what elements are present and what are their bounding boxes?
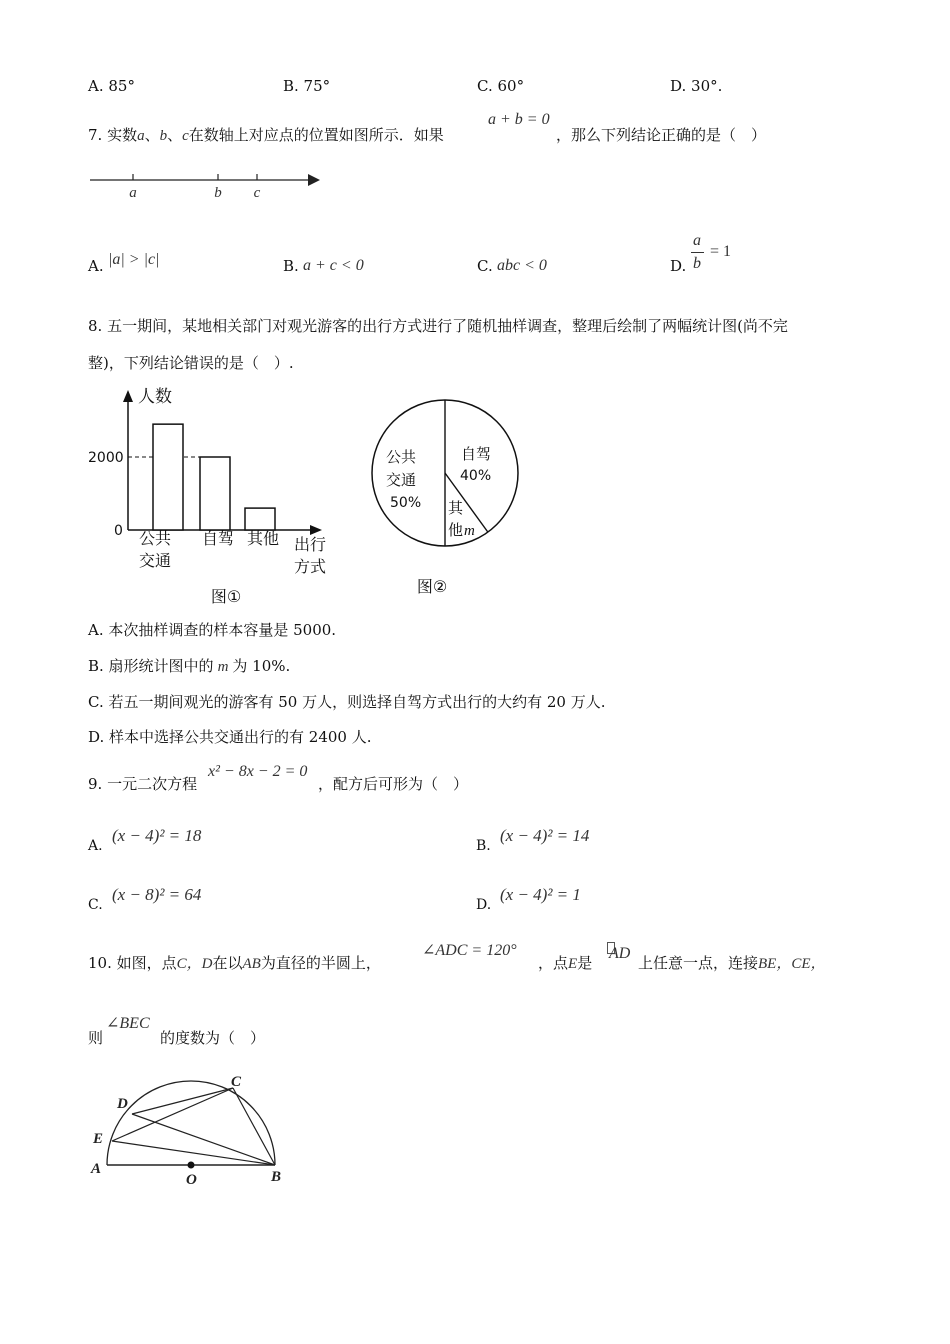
q8-option-b-post: 为 10%. [232, 657, 291, 675]
pie-chart-figure-2 [368, 394, 528, 604]
bar-1 [200, 457, 230, 530]
q10-angle-adc: ∠ADC = 120° [422, 942, 517, 959]
q7-var-a: a [137, 128, 145, 144]
q7-option-a-math: |a| > |c| [108, 251, 160, 268]
y-axis-arrow-icon [123, 390, 133, 402]
q10-stem-4: ，点 [538, 954, 569, 972]
slice-label-public-1: 公共 [386, 448, 417, 466]
point-label-c: c [253, 185, 261, 201]
q9-option-b-label: B. [476, 838, 491, 854]
q7-stem-suffix: ，那么下列结论正确的是（ ） [556, 126, 767, 144]
q9-option-a-math: (x − 4)² = 18 [112, 826, 202, 845]
slice-value-self-drive: 40% [460, 468, 492, 484]
category-label-public-1: 公共 [138, 529, 172, 548]
q10-stem-2: 在以 [212, 954, 243, 972]
q7-stem-prefix: 7. 实数 [88, 126, 138, 144]
pie-chart-caption: 图② [416, 577, 448, 596]
q7-sep2: 、 [167, 126, 183, 144]
bar-2 [245, 508, 275, 530]
q10-stem-part1 [88, 953, 381, 974]
semicircle-figure [85, 1068, 305, 1188]
q7-sep1: 、 [144, 126, 160, 144]
number-line-arrow-icon [308, 174, 320, 186]
q8-option-a: A. 本次抽样调查的样本容量是 5000. [88, 621, 337, 639]
q9-option-c-label: C. [88, 897, 103, 913]
q10-stem-1: 10. 如图，点 [88, 954, 177, 972]
q10-stem-5: 是 [577, 954, 593, 972]
q7-option-c-math: abc < 0 [497, 257, 547, 274]
q9-option-d-math: (x − 4)² = 1 [500, 885, 581, 904]
q8-stem-line1: 8. 五一期间，某地相关部门对观光游客的出行方式进行了随机抽样调查，整理后绘制了两幅统计图(尚不完 [88, 317, 788, 335]
q10-diameter-ab: AB [242, 956, 261, 972]
q9-stem-suffix: ，配方后可形为（ ） [318, 775, 469, 793]
label-e: E [93, 1131, 104, 1147]
x-axis-label-2: 方式 [294, 557, 327, 576]
q6-option-a: A. 85° [88, 77, 135, 95]
q9-option-c-math: (x − 8)² = 64 [112, 885, 202, 904]
slice-value-other-m: m [464, 523, 475, 539]
q7-condition: a + b = 0 [488, 111, 550, 128]
category-label-self-drive: 自驾 [201, 529, 235, 548]
q9-stem-prefix: 9. 一元二次方程 [88, 775, 198, 793]
segment-ec [112, 1088, 233, 1141]
q10-point-e: E [568, 956, 578, 972]
slice-label-public-2: 交通 [386, 471, 417, 489]
q8-option-b-pre: B. 扇形统计图中的 [88, 657, 214, 675]
q7-var-c: c [182, 128, 189, 144]
bar-chart-figure-1 [80, 380, 350, 610]
point-label-a: a [129, 185, 137, 201]
segment-db [132, 1114, 275, 1165]
q10-stem-part2 [538, 953, 592, 974]
q8-option-c: C. 若五一期间观光的游客有 50 万人，则选择自驾方式出行的大约有 20 万人. [88, 693, 606, 711]
q7-stem [88, 125, 444, 146]
q7-var-b: b [159, 128, 168, 144]
y-tick-0: 0 [114, 523, 123, 539]
q10-angle-bec: ∠BEC [106, 1015, 150, 1032]
label-c: C [231, 1074, 242, 1090]
q9-option-a-label: A. [88, 838, 103, 854]
x-axis-label-1: 出行 [294, 535, 327, 554]
segment-eb [112, 1141, 275, 1165]
q10-segments-be-ce: BE，CE， [758, 956, 826, 972]
q7-option-d-fraction-bar [691, 252, 704, 253]
q7-option-d-numerator: a [693, 232, 701, 249]
segment-cb [233, 1088, 275, 1165]
bar-chart-caption: 图① [210, 587, 242, 606]
label-o: O [186, 1172, 197, 1188]
point-label-b: b [214, 185, 222, 201]
q9-equation: x² − 8x − 2 = 0 [208, 763, 308, 780]
q7-option-a-label: A. [88, 257, 104, 275]
q7-option-b-math: a + c < 0 [303, 257, 364, 274]
q7-option-d-label: D. [670, 257, 687, 275]
category-label-other: 其他 [246, 529, 280, 548]
q6-option-b: B. 75° [283, 77, 331, 95]
q6-option-d: D. 30°. [670, 77, 723, 95]
q9-option-b-math: (x − 4)² = 14 [500, 826, 590, 845]
q7-option-c-label: C. [477, 257, 493, 275]
q10-line2-post: 的度数为（ ） [160, 1029, 266, 1047]
center-point-o [188, 1162, 195, 1169]
q10-stem-6: 上任意一点，连接 [638, 954, 759, 972]
slice-label-other-2: 他 [448, 521, 464, 539]
q7-stem-mid: 在数轴上对应点的位置如图所示．如果 [188, 126, 444, 144]
q10-stem-3: 为直径的半圆上， [260, 954, 381, 972]
q8-option-b [88, 656, 290, 677]
q10-arc-ad: AD [609, 945, 631, 962]
q6-option-c: C. 60° [477, 77, 525, 95]
q10-stem-part3 [638, 953, 826, 974]
q8-stem-line2: 整)，下列结论错误的是（ ）. [88, 354, 294, 372]
label-b: B [271, 1169, 282, 1185]
q10-line2-pre: 则 [88, 1029, 104, 1047]
slice-label-other-1: 其 [448, 499, 464, 517]
number-line-figure [88, 165, 328, 205]
q10-points-cd: C，D [176, 956, 213, 972]
q7-option-d-rhs: = 1 [710, 243, 732, 260]
bar-chart-y-label: 人数 [138, 387, 172, 407]
slice-value-public: 50% [390, 495, 422, 511]
q8-option-b-var: m [217, 659, 229, 675]
q7-option-b-label: B. [283, 257, 299, 275]
y-tick-2000: 2000 [88, 450, 124, 466]
slice-label-self-drive: 自驾 [461, 445, 492, 463]
category-label-public-2: 交通 [138, 551, 172, 570]
x-axis-arrow-icon [310, 525, 322, 535]
label-a: A [91, 1161, 102, 1177]
bar-chart-bars [153, 424, 275, 530]
q7-option-d-denominator: b [693, 255, 701, 272]
label-d: D [117, 1096, 128, 1112]
q8-option-d: D. 样本中选择公共交通出行的有 2400 人. [88, 728, 372, 746]
q9-option-d-label: D. [476, 897, 492, 913]
bar-0 [153, 424, 183, 530]
